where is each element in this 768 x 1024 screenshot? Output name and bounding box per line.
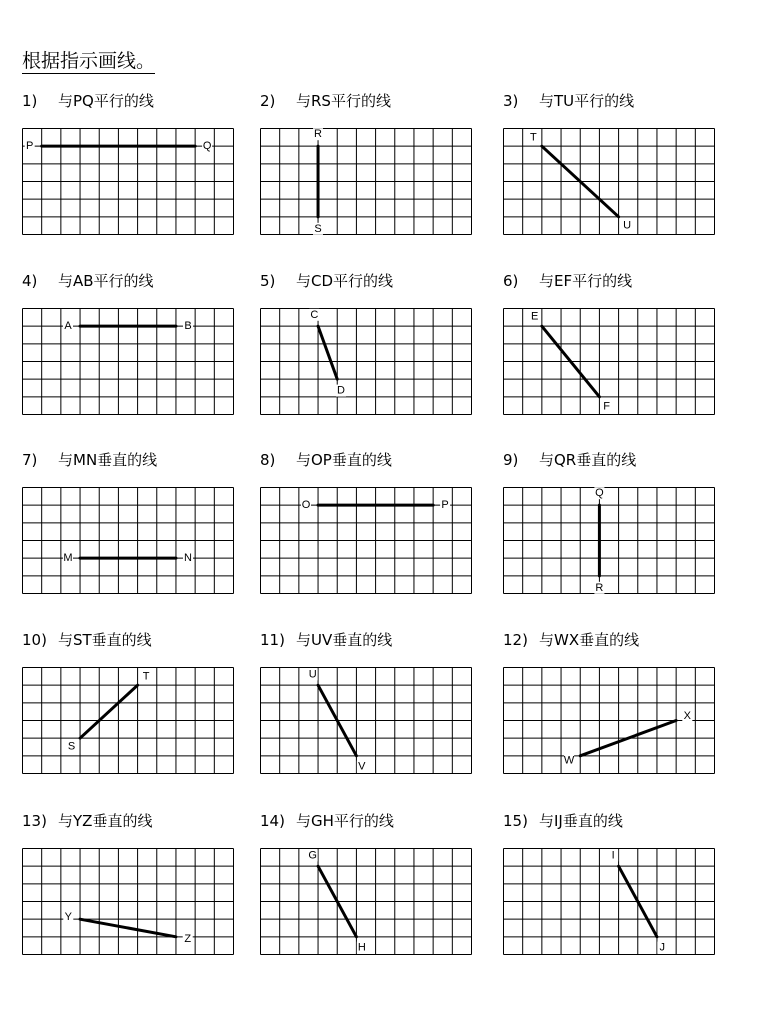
exercise-instruction: 与IJ垂直的线: [539, 812, 623, 830]
exercise-1-label: [22, 92, 154, 110]
exercise-instruction: 与AB平行的线: [58, 272, 154, 290]
given-line-segment: [318, 326, 337, 379]
exercise-7-label: [22, 451, 157, 469]
point-label: B: [184, 320, 192, 333]
exercise-11-grid[interactable]: [260, 667, 473, 775]
exercise-9-grid[interactable]: [503, 487, 716, 595]
exercise-instruction: 与RS平行的线: [296, 92, 391, 110]
exercise-12-grid[interactable]: [503, 667, 716, 775]
point-label: Y: [64, 910, 72, 923]
exercise-instruction: 与WX垂直的线: [539, 631, 640, 649]
point-label: G: [308, 849, 317, 862]
exercise-number: 7): [22, 451, 38, 469]
exercise-number: 11): [260, 631, 285, 649]
worksheet-title: 根据指示画线。: [22, 50, 156, 72]
point-label: E: [531, 310, 539, 323]
exercise-14-label: [260, 812, 394, 830]
exercise-7-grid[interactable]: [22, 487, 235, 595]
exercise-10-label: [22, 631, 152, 649]
exercise-instruction: 与TU平行的线: [539, 92, 635, 110]
exercise-13-grid[interactable]: [22, 848, 235, 956]
exercise-number: 13): [22, 812, 47, 830]
exercise-instruction: 与CD平行的线: [296, 272, 394, 290]
exercise-15-label: [503, 812, 623, 830]
exercise-15-grid[interactable]: [503, 848, 716, 956]
point-label: J: [659, 941, 666, 954]
exercise-4-grid[interactable]: [22, 308, 235, 416]
point-label: F: [603, 400, 610, 413]
point-label: N: [184, 552, 192, 565]
exercise-number: 8): [260, 451, 276, 469]
exercise-number: 14): [260, 812, 285, 830]
exercise-2-label: [260, 92, 391, 110]
point-label: C: [310, 308, 319, 321]
exercise-1-grid[interactable]: [22, 128, 235, 236]
exercise-instruction: 与QR垂直的线: [539, 451, 637, 469]
point-label: U: [308, 668, 317, 681]
exercise-10-grid[interactable]: [22, 667, 235, 775]
point-label: Q: [595, 487, 604, 500]
exercise-instruction: 与EF平行的线: [539, 272, 633, 290]
exercise-8-grid[interactable]: [260, 487, 473, 595]
exercise-number: 2): [260, 92, 276, 110]
point-label: M: [63, 552, 73, 565]
exercise-5-grid[interactable]: [260, 308, 473, 416]
point-label: R: [595, 581, 604, 594]
point-label: W: [563, 754, 575, 767]
exercise-number: 1): [22, 92, 38, 110]
exercise-9-label: [503, 451, 636, 469]
point-label: O: [301, 499, 311, 512]
exercise-3-grid[interactable]: [503, 128, 716, 236]
exercise-5-label: [260, 272, 393, 290]
exercise-3-label: [503, 92, 634, 110]
exercise-13-label: [22, 812, 152, 830]
exercise-number: 9): [503, 451, 519, 469]
exercise-instruction: 与GH平行的线: [296, 812, 394, 830]
point-label: H: [357, 941, 366, 954]
exercise-number: 3): [503, 92, 519, 110]
exercise-14-grid[interactable]: [260, 848, 473, 956]
exercise-number: 6): [503, 272, 519, 290]
exercise-6-label: [503, 272, 632, 290]
point-label: Q: [202, 140, 212, 153]
exercise-number: 4): [22, 272, 38, 290]
given-line-segment: [80, 919, 176, 937]
exercise-instruction: 与UV垂直的线: [296, 631, 393, 649]
exercise-instruction: 与YZ垂直的线: [58, 812, 153, 830]
exercise-instruction: 与ST垂直的线: [58, 631, 152, 649]
point-label: S: [67, 740, 76, 753]
exercise-11-label: [260, 631, 392, 649]
point-label: R: [314, 128, 322, 141]
exercise-number: 15): [503, 812, 528, 830]
point-label: I: [611, 849, 615, 862]
point-label: T: [142, 670, 150, 683]
exercise-8-label: [260, 451, 392, 469]
point-label: S: [314, 222, 322, 235]
exercise-instruction: 与OP垂直的线: [296, 451, 392, 469]
exercise-instruction: 与MN垂直的线: [58, 451, 158, 469]
exercise-12-label: [503, 631, 639, 649]
exercise-6-grid[interactable]: [503, 308, 716, 416]
given-line-segment: [80, 685, 138, 738]
point-label: V: [358, 760, 366, 773]
exercise-number: 5): [260, 272, 276, 290]
point-label: P: [441, 499, 449, 512]
point-label: T: [530, 131, 537, 144]
exercise-number: 12): [503, 631, 528, 649]
exercise-4-label: [22, 272, 154, 290]
exercise-instruction: 与PQ平行的线: [58, 92, 154, 110]
point-label: Z: [184, 933, 192, 946]
point-label: U: [623, 219, 632, 232]
point-label: D: [337, 384, 345, 397]
exercise-number: 10): [22, 631, 47, 649]
exercise-2-grid[interactable]: [260, 128, 473, 236]
point-label: A: [64, 320, 72, 333]
point-label: X: [683, 710, 691, 722]
point-label: P: [26, 140, 34, 153]
